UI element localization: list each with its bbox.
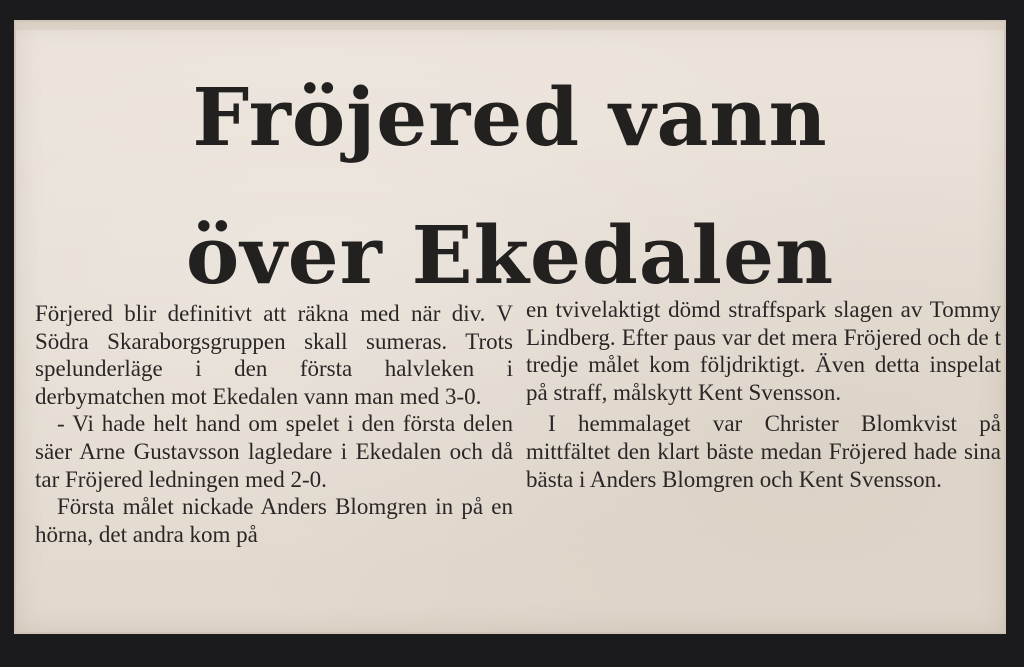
paragraph-5: I hemmalaget var Christer Blomkvist på mittfältet den klart bäste medan Fröjered hade sina bästa i Anders Blomgren och Kent Svensson. [526, 411, 1001, 492]
paragraph-1: Förjered blir definitivt att räkna med när div. V Södra Skaraborgsgruppen skall sumeras. Trots spelunderläge i den första halvleken i derbymatchen mot Ekedalen vann man med 3-0. [35, 301, 513, 409]
paragraph-2: - Vi hade helt hand om spelet i den första delen säer Arne Gustavsson lagledare i Ekedalen och då tar Fröjered ledningen med 2-0. [35, 411, 513, 492]
article-right-column [526, 296, 1001, 493]
article-left-column [35, 300, 513, 548]
headline-line-1: Fröjered vann [192, 70, 828, 164]
newspaper-clipping [14, 20, 1006, 634]
article-headline [14, 48, 1006, 324]
paragraph-4: en tvivelaktigt dömd straffspark slagen av Tommy Lindberg. Efter paus var det mera Fröjered och de t tredje målet kom följdriktigt. Även detta inspelat på straff, målskytt Kent Svensson. [526, 297, 1001, 405]
headline-line-2: över Ekedalen [185, 208, 835, 302]
paragraph-3: Första målet nickade Anders Blomgren in på en hörna, det andra kom på [35, 494, 513, 547]
